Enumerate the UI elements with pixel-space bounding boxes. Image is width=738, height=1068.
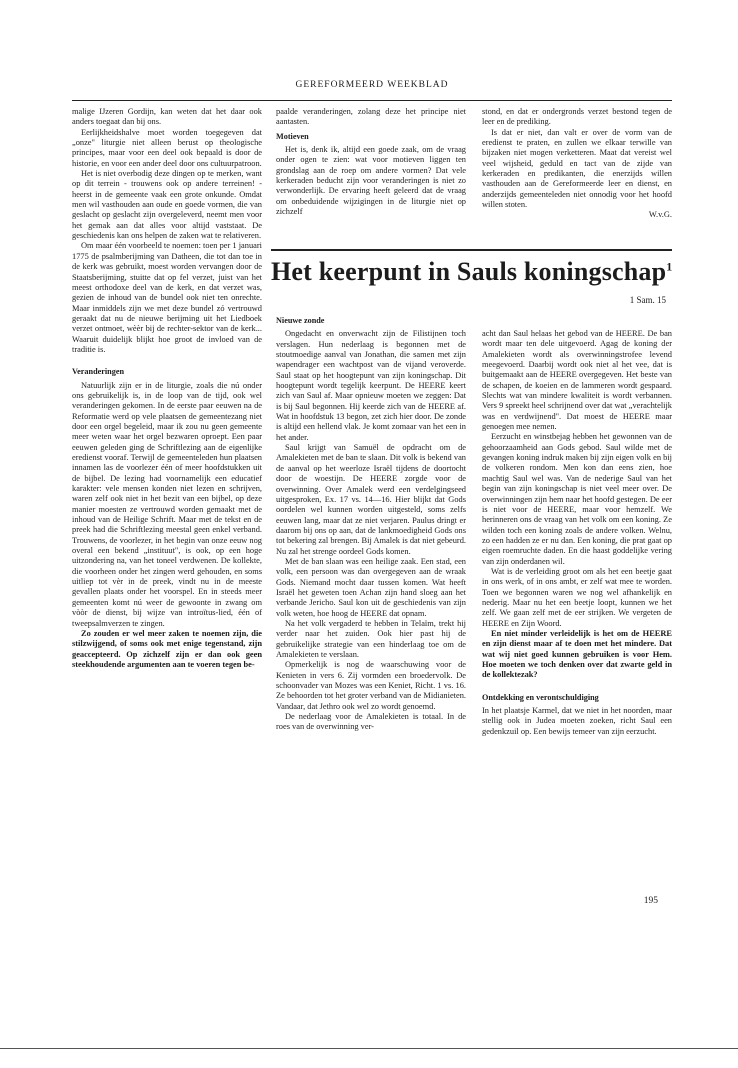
section-heading: Nieuwe zonde xyxy=(276,316,325,325)
paragraph: Het is niet overbodig deze dingen op te merken, want op dit terrein - trouwens ook op andere terreinen! - heerst in de gemeente vaak een grote onkunde. Omdat men wil vasthouden aan oude en goede vormen, die van geslacht op geslacht zijn overgeleverd, neemt men voor het gemak aan dat alles voor altijd vaststaat. De geschiedenis kan ons helpen de zaken wat te relativeren. xyxy=(72,169,262,241)
section-heading: Motieven xyxy=(276,131,309,141)
paragraph: In het plaatsje Karmel, dat we niet in het noorden, maar stellig ook in Judea moeten zoeken, richt Saul een gedenkzuil op. Een bewijs temeer van zijn eerzucht. xyxy=(482,706,672,736)
paragraph: stond, en dat er ondergronds verzet bestond tegen de leer en de prediking. xyxy=(482,107,672,127)
signature: W.v.G. xyxy=(648,210,672,220)
publication-header: GEREFORMEERD WEEKBLAD xyxy=(295,80,449,90)
paragraph: De nederlaag voor de Amalekieten is totaal. In de roes van de overwinning ver- xyxy=(276,712,466,732)
paragraph: Na het volk vergaderd te hebben in Telaïm, trekt hij verder naar het zuiden. Ook hier past hij de gebruikelijke strategie van een hinderlaag toe om de Amalekieten te verslaan. xyxy=(276,618,466,659)
paragraph: Saul krijgt van Samuël de opdracht om de Amalekieten met de ban te slaan. Dit volk is bekend van de aanval op het weerloze Israël tijdens de doortocht door de woestijn. De HEERE zorgde voor de overwinning. Over Amalek werd een verdelgingseed uitgesproken, Ex. 17 vs. 14—16. Hier blijkt dat Gods oordelen wel kunnen worden uitgesteld, soms zelfs eeuwen lang, maar dat ze niet verjaren. Paulus dringt er daarom bij ons op aan, dat de lankmoedigheid Gods ons tot bekering zal brengen. Bij Amalek is dat niet gebeurd. Nu zal het strenge oordeel Gods komen. xyxy=(276,443,466,556)
paragraph: Ongedacht en onverwacht zijn de Filistijnen toch verslagen. Hun nederlaag is begonnen met de stoutmoedige aanval van Jonathan, die samen met zijn wapendrager een wachtpost van de vijand veroverde. Saul staat op het hoogtepunt van zijn koningschap. Dit hoogtepunt wordt tegelijk keerpunt. De HEERE keert zich van Saul af. Maar opnieuw moeten we zeggen: Dat is bij Saul begonnen. Hij keerde zich van de HEERE af. Wat in hoofdstuk 13 begon, zet zich hier door. De zonde is altijd een hellend vlak. Je komt zomaar van het een in het ander. xyxy=(276,329,466,442)
footnote-mark: 1 xyxy=(666,259,673,274)
column-3-top xyxy=(482,107,672,221)
page-number: 195 xyxy=(643,896,658,906)
paragraph: En niet minder verleidelijk is het om de HEERE en zijn dienst maar af te doen met het mindere. Dat wat wij niet goed kunnen gebruiken is voor Hem. Hoe moeten we toch denken over dat zwarte geld in de kollektezak? xyxy=(482,628,672,680)
paragraph: Eerzucht en winstbejag hebben het gewonnen van de gehoorzaamheid aan Gods gebod. Saul wilde met de gevangen koning indruk maken bij zijn eigen volk en bij de volkeren rondom. Men kon dan eens zien, hoe machtig Saul wel was. Van de nederige Saul van het begin van zijn koningschap is niet veel meer over. De overwinningen zijn hem naar het hoofd gestegen. De eer is niet voor de HEERE, maar voor hemzelf. We herinneren ons de vraag van het volk om een koning. Ze wilden toch een koning zoals de andere volken. Welnu, zo een hadden ze er nu dan. Een koning, die prat gaat op eigen roemruchte daden. En die haast goddelijke vering van zijn onderdanen wil. xyxy=(482,432,672,566)
header-rule xyxy=(72,100,672,101)
paragraph: malige IJzeren Gordijn, kan weten dat het daar ook anders toegaat dan bij ons. xyxy=(72,107,262,127)
column-2-top xyxy=(276,107,466,217)
paragraph: Zo zouden er wel meer zaken te noemen zijn, die stilzwijgend, of soms ook met enige tegenstand, zijn geaccepteerd. Op zichzelf zijn er dan ook geen steekhoudende argumenten aan te voeren tegen be- xyxy=(72,628,262,669)
column-3-bottom xyxy=(482,329,672,737)
section-heading: Ontdekking en verontschuldiging xyxy=(482,692,599,702)
column-2-bottom xyxy=(276,316,466,733)
paragraph: Is dat er niet, dan valt er over de vorm van de eredienst te praten, en zullen we elkaar terwille van bijzaken niet mogen verketteren. Maat dat vereist wel veel wijsheid, geduld en tact van de zijde van kerkeraden en predikanten, die enerzijds willen vasthouden aan de Gereformeerde leer en dienst, en anderzijds gemeenteleden niet onnodig voor het hoofd willen stoten. xyxy=(482,127,672,210)
paragraph: Opmerkelijk is nog de waarschuwing voor de Kenieten in vers 6. Zij vormden een broedervolk. De schoonvader van Mozes was een Keniet, Richt. 1 vs. 16. Ze behoorden tot het groter verband van de Midianieten. Vandaar, dat Jethro ook wel zo wordt genoemd. xyxy=(276,660,466,711)
section-heading: Veranderingen xyxy=(72,367,125,377)
paragraph: Het is, denk ik, altijd een goede zaak, om de vraag onder ogen te zien: wat voor motieven liggen ten grondslag aan de roep om andere vormen? Dat vele kerkeraden beducht zijn voor veranderingen is niet zo verwonderlijk. De ervaring heeft geleerd dat de vraag om onbeduidende wijzigingen in de liturgie niet op zichzelf xyxy=(276,145,466,217)
paragraph: Eerlijkheidshalve moet worden toegegeven dat „onze" liturgie niet alleen berust op theologische principes, maar voor een deel ook bepaald is door de historie, en voor een ander deel door ons cultuurpatroon. xyxy=(72,127,262,168)
article-title-text: Het keerpunt in Sauls koningschap xyxy=(271,257,667,286)
scripture-reference: 1 Sam. 15 xyxy=(629,295,666,305)
paragraph: paalde veranderingen, zolang deze het principe niet aantasten. xyxy=(276,107,466,127)
title-rule-top xyxy=(271,249,672,251)
paragraph: acht dan Saul helaas het gebod van de HEERE. De ban wordt maar ten dele uitgevoerd. Agag de koning der Amalekieten wordt als overwinningstrofee levend meegevoerd. Daarbij wordt ook niet al het vee, dat is buitgemaakt aan de HEERE overgegeven. Het beste van de schapen, de koeien en de lammeren wordt gespaard. Slechts wat van mindere kwaliteit is wordt verbannen. Vers 9 spreekt heel schrijnend over dat wat „verachtelijk was en verdwijnend". Dat moest de HEERE maar genoegen mee nemen. xyxy=(482,329,672,432)
scan-edge-line xyxy=(0,1048,738,1049)
paragraph: Wat is de verleiding groot om als het een beetje gaat in ons werk, of in ons ambt, er zelf wat mee te worden. Toen we begonnen waren we nog wel afhankelijk en nederig. Maar nu het een beetje loopt, kunnen we het zelf. We gaan zelf met de eer strijken. We vergeten de HEERE en Zijn Woord. xyxy=(482,566,672,628)
column-1 xyxy=(72,107,262,670)
article-title xyxy=(271,257,672,287)
paragraph: Natuurlijk zijn er in de liturgie, zoals die nú onder ons gebruikelijk is, in de loop van de tijd, ook wel veranderingen gekomen. In de eerste paar eeuwen na de Reformatie werd op vele plaatsen de gemeentezang niet door een orgel begeleid, maar ik zou nu geen gemeente meer weten waar het orgel bezwaren oproept. Een paar eeuwen geleden ging de Schriftlezing aan de eigenlijke eredienst vooraf. Terwijl de gemeenteleden hun plaatsen innamen las de voorlezer één of meer hoofdstukken uit de bijbel. De lezing had voornamelijk een educatief karakter: vele mensen konden niet lezen en schrijven, waren zelf ook niet in het bezit van een bijbel, op deze manier moesten ze vertrouwd worden gemaakt met de inhoud van de Heilige Schrift. Maar met de tekst en de preek had die Schriftlezing meestal geen enkel verband. Trouwens, de voorlezer, in het begin van onze eeuw nog overal een bekend „instituut", is ook, op een hoge uitzondering na, van het toneel verdwenen. De kollekte, die voorheen onder het zingen werd gehouden, en soms uitliep tot vèr in de preek, vindt nu in de meeste gevallen plaats onder het voorspel. En in steeds meer gemeenten komt nú weer de gewoonte in zwang om vòòr de dienst, bij wijze van introïtus-lied, één of tweepsalmverzen te zingen. xyxy=(72,380,262,628)
paragraph: Om maar één voorbeeld te noemen: toen per 1 januari 1775 de psalmberijming van Datheen, die tot dan toe in de kerk was gebruikt, moest worden vervangen door de Staatsberijming, stuitte dat op fel verzet, juist van het meest orthodoxe deel van de kerk, en dat verzet was, gezien de inhoud van de bundel ook niet ten onrechte. Maar inmiddels zijn we met deze bundel zó vertrouwd geraakt dat nu de nieuwe berijming uit het Liedboek verzet ontmoet, wèèr bij de rechter-sektor van de kerk... Waaruit duidelijk blijkt hoe groot de invloed van de traditie is. xyxy=(72,241,262,354)
paragraph: Met de ban slaan was een heilige zaak. Een stad, een volk, een persoon was dan overgegeven aan de wraak Gods. Niemand mocht daar tussen komen. Wat heeft Israël het geweten toen Achan zijn hand sloeg aan het verbande Jericho. Saul kon uit de geschiedenis van zijn volk weten, hoe hoog de HEERE dat opnam. xyxy=(276,556,466,618)
